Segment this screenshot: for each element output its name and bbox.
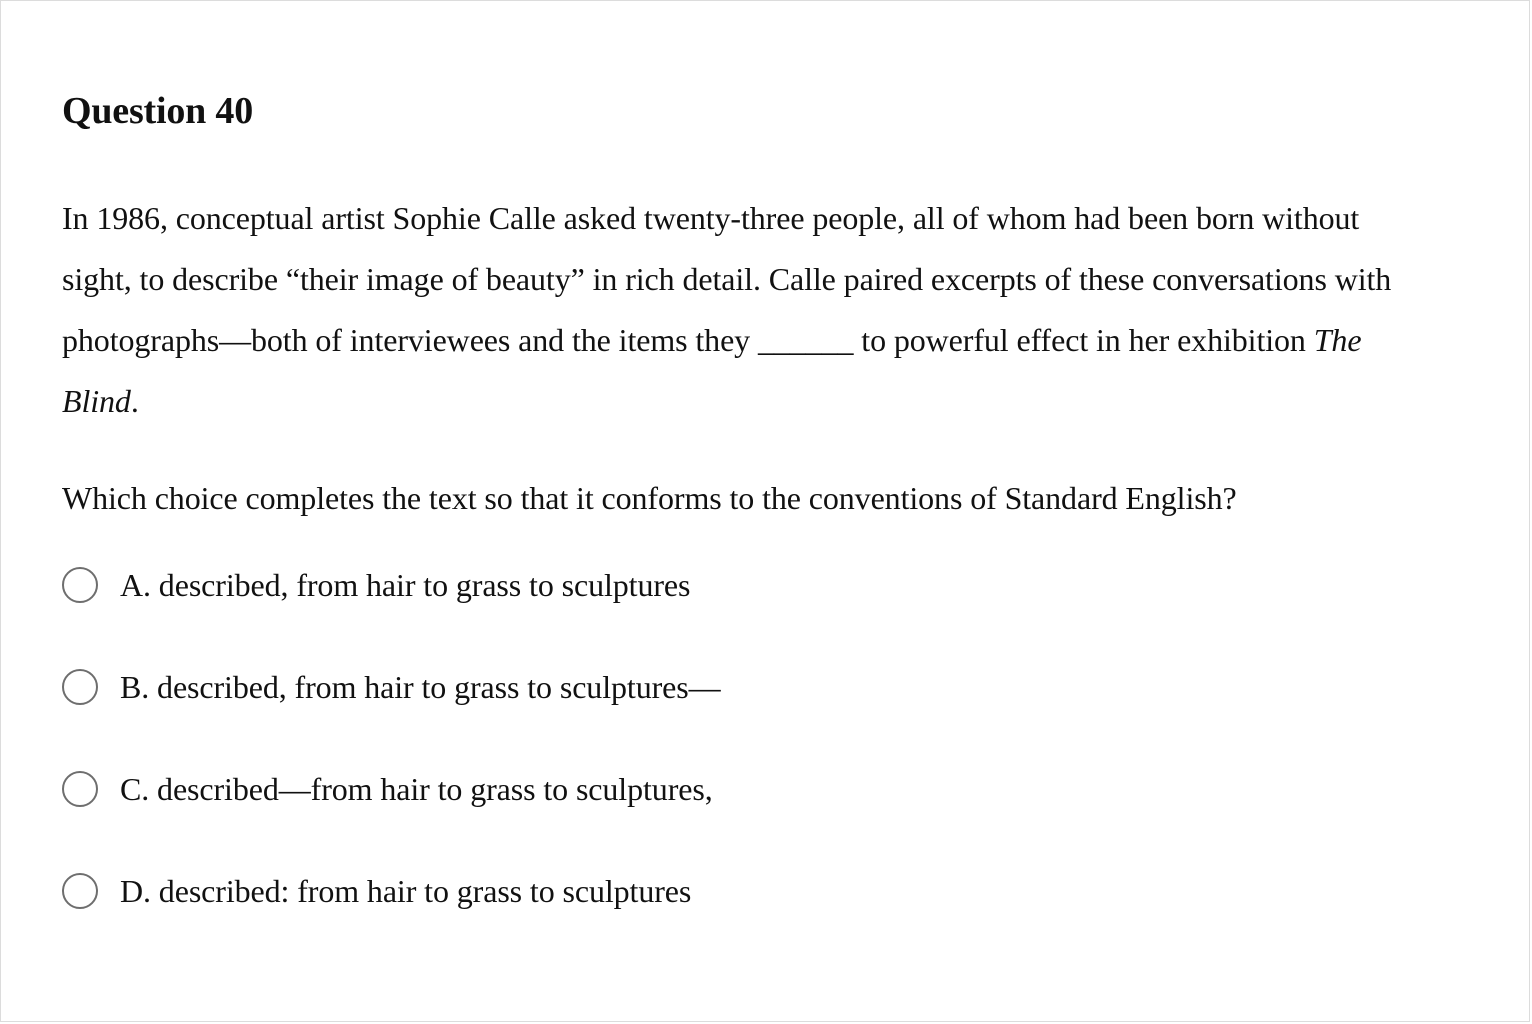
choice-b-label[interactable]: B. described, from hair to grass to sculptures— xyxy=(120,669,721,705)
exhibition-title: The Blind xyxy=(62,322,1362,419)
passage-part-1: In 1986, conceptual artist Sophie Calle asked twenty-three people, all of whom had been born without sight, to describe “their image of beauty” in rich detail. Calle paired excerpts of these conversations with photographs—both of interviewees and the items they ______ to powerful effect in her exhibition xyxy=(62,200,1392,358)
passage-text xyxy=(62,188,1422,432)
choice-d[interactable] xyxy=(62,865,1422,917)
choice-a[interactable] xyxy=(62,559,1422,611)
passage-part-2: . xyxy=(130,383,139,419)
radio-button-d[interactable] xyxy=(62,873,98,909)
answer-choices xyxy=(62,559,1422,917)
choice-d-label[interactable]: D. described: from hair to grass to sculptures xyxy=(120,873,692,909)
choice-c-label[interactable]: C. described—from hair to grass to sculptures, xyxy=(120,771,713,807)
radio-button-b[interactable] xyxy=(62,669,98,705)
choice-c[interactable] xyxy=(62,763,1422,815)
choice-b[interactable] xyxy=(62,661,1422,713)
choice-a-label[interactable]: A. described, from hair to grass to sculptures xyxy=(120,567,691,603)
radio-button-a[interactable] xyxy=(62,567,98,603)
question-prompt: Which choice completes the text so that it conforms to the conventions of Standard English? xyxy=(62,480,1237,516)
question-card xyxy=(62,88,1422,967)
radio-button-c[interactable] xyxy=(62,771,98,807)
question-title: Question 40 xyxy=(62,90,253,132)
